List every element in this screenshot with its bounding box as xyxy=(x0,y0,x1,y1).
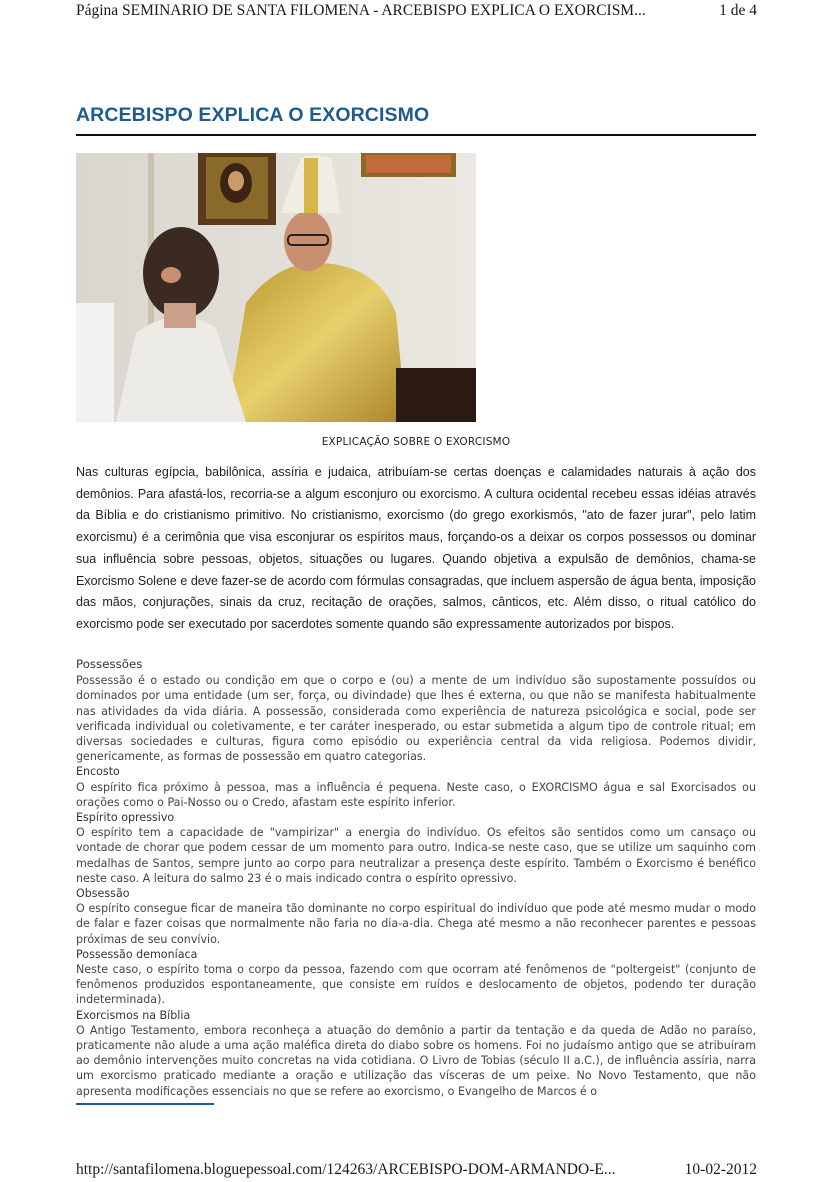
section-heading: Encosto xyxy=(76,765,120,779)
section-text: O espírito tem a capacidade de "vampirizar" a energia do indivíduo. Os efeitos são sentidos como um cansaço ou vontade de chorar que podem cessar de um momento para outro. Indica-se neste caso, que se utilize um saquinho com medalhas de Santos, sempre junto ao corpo para neutralizar a presença deste espírito. Também o Exorcismo é benéfico neste caso. A leitura do salmo 23 é o mais indicado contra o espírito opressivo. xyxy=(76,826,756,885)
article-photo xyxy=(76,153,476,422)
footer-date: 10-02-2012 xyxy=(684,1161,757,1178)
archbishop-photo-illustration xyxy=(76,153,476,422)
section-text: Neste caso, o espírito toma o corpo da pessoa, fazendo com que ocorram até fenômenos de "poltergeist" (conjunto de fenômenos produzidos espontaneamente, que consiste em ruídos e deslocamento de objetos, podendo ter duração indeterminada). xyxy=(76,963,756,1007)
section-heading: Possessão demoníaca xyxy=(76,947,198,961)
section-heading: Obsessão xyxy=(76,887,130,901)
article-title: ARCEBISPO EXPLICA O EXORCISMO xyxy=(76,104,756,136)
footer-url: http://santafilomena.bloguepessoal.com/124263/ARCEBISPO-DOM-ARMANDO-E... xyxy=(76,1161,616,1178)
section-heading: Espírito opressivo xyxy=(76,811,175,825)
header-page-number: 1 de 4 xyxy=(719,2,757,19)
section-text: O espírito consegue ficar de maneira tão dominante no corpo espiritual do indivíduo que pode até mesmo mudar o modo de falar e fazer coisas que normalmente não faria no dia-a-dia. Chega até mesmo a não reconhecer parentes e pessoas próximas de seu convívio. xyxy=(76,902,756,946)
section-text: O espírito fica próximo à pessoa, mas a influência é pequena. Neste caso, o EXORCISMO água e sal Exorcisados ou orações como o Pai-Nosso ou o Credo, afastam este espírito inferior. xyxy=(76,780,756,809)
section-heading: Exorcismos na Bíblia xyxy=(76,1008,191,1022)
article-body xyxy=(76,657,756,1099)
print-header xyxy=(76,2,757,20)
section-heading: Possessões xyxy=(76,657,143,671)
section-text: Possessão é o estado ou condição em que o corpo e (ou) a mente de um indivíduo são supostamente possuídos ou dominados por uma entidade (um ser, força, ou divindade) que lhes é externa, ou que não se manifesta habitualmente nas atividades da vida diária. A possessão, considerada como experiência de natureza psicológica e social, pode ser verificada individual ou coletivamente, e ter caráter inesperado, ou estar submetida a algum tipo de controle ritual; em diversas sociedades e culturas, figura como episódio ou experiência central da vida religiosa. Podemos dividir, genericamente, as formas de possessão em quatro categorias. xyxy=(76,674,756,764)
header-page-title: Página SEMINARIO DE SANTA FILOMENA - ARCEBISPO EXPLICA O EXORCISM... xyxy=(76,2,646,19)
intro-paragraph: Nas culturas egípcia, babilônica, assíria e judaica, atribuíam-se certas doenças e calamidades naturais à ação dos demônios. Para afastá-los, recorria-se a algum esconjuro ou exorcismo. A cultura ocidental recebeu essas idéias através da Bíblia e do cristianismo primitivo. No cristianismo, exorcismo (do grego exorkismós, "ato de fazer jurar", pelo latim exorcismu) é a cerimônia que visa esconjurar os espíritos maus, forçando-os a deixar os corpos possessos ou dominar sua influência sobre pessoas, objetos, situações ou lugares. Quando objetiva a expulsão de demônios, chama-se Exorcismo Solene e deve fazer-se de acordo com fórmulas consagradas, que incluem aspersão de água benta, imposição das mãos, conjurações, sinais da cruz, recitação de orações, salmos, cânticos, etc. Além disso, o ritual católico do exorcismo pode ser executado por sacerdotes somente quando são expressamente autorizados por bispos. xyxy=(76,465,756,631)
photo-caption: EXPLICAÇÃO SOBRE O EXORCISMO xyxy=(321,436,511,448)
print-footer xyxy=(76,1161,757,1179)
link-underline xyxy=(76,1103,214,1105)
section-text: O Antigo Testamento, embora reconheça a atuação do demônio a partir da tentação e da queda de Adão no paraíso, praticamente não alude a uma ação maléfica direta do diabo sobre os homens. Foi no judaísmo antigo que se atribuíram ao demônio intervenções muito concretas na vida cotidiana. O Livro de Tobias (século II a.C.), de influência assíria, narra um exorcismo praticado mediante a oração e utilização das vísceras de um peixe. No Novo Testamento, que não apresenta modificações essenciais no que se refere ao exorcismo, o Evangelho de Marcos é o xyxy=(76,1023,756,1098)
